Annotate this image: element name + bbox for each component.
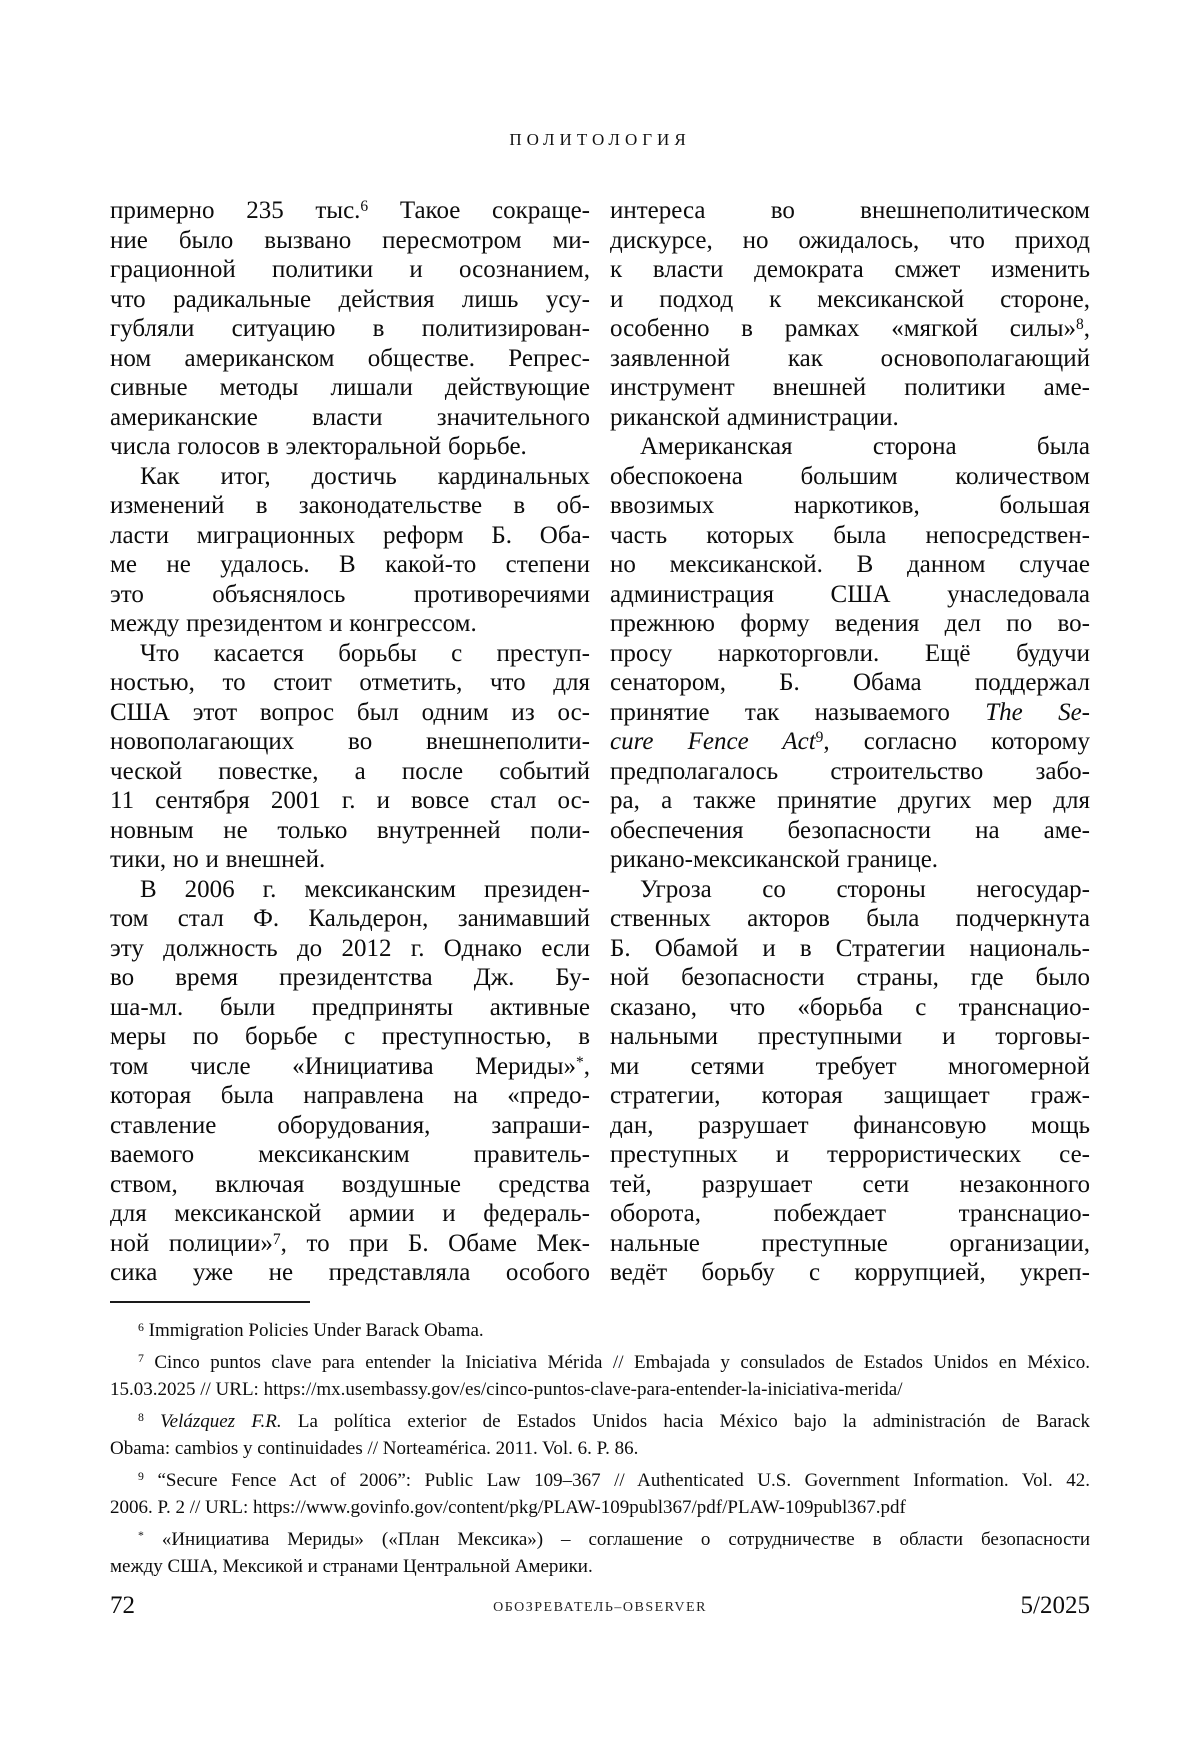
text-line: cure Fence Act$^9$, согласно которому	[610, 728, 1090, 755]
text-line: прежнюю форму ведения дел по во-	[610, 610, 1090, 637]
footnote-marker: 9	[138, 1470, 144, 1484]
text-line: ной полиции»$^7$, то при Б. Обаме Мек-	[110, 1229, 590, 1257]
text-line: США этот вопрос был одним из ос-	[110, 698, 590, 726]
text-line: Американская сторона была	[640, 433, 1090, 460]
text-line: часть которых была непосредствен-	[610, 521, 1090, 549]
text-line: ша-мл. были предприняты активные	[110, 993, 590, 1021]
text-line: риканской администрации.	[610, 403, 899, 431]
text-line: ме не удалось. В какой-то степени	[110, 551, 590, 578]
text-line: предполагалось строительство забо-	[610, 757, 1090, 785]
text-line: $^6$ Immigration Policies Under Barack Obama.	[138, 1320, 484, 1341]
text-line: тики, но и внешней.	[110, 846, 326, 873]
text-line: инструмент внешней политики аме-	[610, 374, 1090, 401]
paragraph	[110, 639, 590, 875]
text-line: ственных акторов была подчеркнута	[610, 905, 1090, 932]
text-segment: cure Fence Act	[610, 728, 816, 755]
text-line: 15.03.2025 // URL: https://mx.usembassy.gov/es/cinco-puntos-clave-para-entender-la-iniciativa-merida/	[110, 1379, 903, 1400]
footnote-marker: *	[138, 1529, 144, 1543]
right-column	[610, 196, 1090, 1288]
text-line: Б. Обамой и в Стратегии националь-	[610, 934, 1090, 962]
text-line: ние было вызвано пересмотром ми-	[110, 226, 590, 254]
text-line: сказано, что «борьба с транснацио-	[610, 993, 1090, 1021]
text-line: ставление оборудования, запраши-	[110, 1111, 590, 1139]
paragraph	[610, 432, 1090, 875]
text-line: ра, а также принятие других мер для	[610, 787, 1090, 814]
text-line: что радикальные действия лишь усу-	[110, 285, 590, 313]
text-line: Угроза со стороны негосудар-	[640, 875, 1090, 903]
body-columns	[110, 196, 1090, 1288]
text-line: новополагающих во внешнеполити-	[110, 728, 590, 755]
text-line: $^9$ “Secure Fence Act of 2006”: Public Law 109–367 // Authenticated U.S. Government Information. Vol. 42.	[138, 1469, 1090, 1491]
footnote	[110, 1317, 1090, 1345]
text-line: ввозимых наркотиков, большая	[610, 492, 1090, 519]
text-line: американские власти значительного	[110, 403, 590, 431]
text-line: губляли ситуацию в политизирован-	[110, 315, 590, 342]
text-line: особенно в рамках «мягкой силы»$^8$,	[610, 315, 1090, 342]
text-line: В 2006 г. мексиканским президен-	[140, 875, 590, 903]
paragraph	[610, 875, 1090, 1288]
text-line: $^7$ Cinco puntos clave para entender la Iniciativa Mérida // Embajada y consulados de Estados Unidos en México.	[138, 1351, 1090, 1373]
text-line: заявленной как основополагающий	[610, 344, 1090, 372]
text-line: администрация США унаследовала	[610, 580, 1090, 608]
footnote-marker: 8	[138, 1411, 144, 1425]
text-line: нальными преступными и торговы-	[610, 1023, 1090, 1050]
footnote	[110, 1349, 1090, 1404]
text-line: обеспечения безопасности на аме-	[610, 816, 1090, 844]
footnote	[110, 1526, 1090, 1581]
footnote-marker: 9	[815, 729, 824, 747]
running-head: ПОЛИТОЛОГИЯ	[509, 130, 691, 149]
page-footer	[110, 1592, 1090, 1624]
footnotes-section	[110, 1313, 1090, 1581]
text-line: ваемого мексиканским правитель-	[110, 1141, 590, 1168]
text-segment: The Se-	[985, 698, 1090, 726]
footnote-marker: 6	[360, 198, 369, 216]
text-line: ведёт борьбу с коррупцией, укреп-	[610, 1259, 1090, 1286]
text-line: преступных и террористических се-	[610, 1141, 1090, 1168]
text-line: ном американском обществе. Репрес-	[110, 344, 590, 372]
text-line: * «Инициатива Мериды» («План Мексика») – соглашение о сотрудничестве в области безопасности	[138, 1528, 1090, 1550]
left-column	[110, 196, 590, 1288]
footnote-marker: 7	[272, 1230, 281, 1248]
text-line: и подход к мексиканской стороне,	[610, 285, 1090, 313]
text-line: дискурсе, но ожидалось, что приход	[610, 226, 1090, 254]
footnote-separator	[110, 1301, 310, 1303]
text-line: сенатором, Б. Обама поддержал	[610, 669, 1090, 696]
paragraph	[110, 462, 590, 639]
text-line: дан, разрушает финансовую мощь	[610, 1111, 1090, 1139]
text-line: между президентом и конгрессом.	[110, 610, 477, 637]
text-line: ством, включая воздушные средства	[110, 1170, 590, 1198]
text-line: том стал Ф. Кальдерон, занимавший	[110, 905, 590, 932]
text-line: 11 сентября 2001 г. и вовсе стал ос-	[110, 787, 590, 814]
text-line: числа голосов в электоральной борьбе.	[110, 433, 527, 460]
text-line: принятие так называемого The Se-	[610, 698, 1090, 726]
text-line: меры по борьбе с преступностью, в	[110, 1023, 590, 1050]
text-line: обеспокоена большим количеством	[610, 462, 1090, 490]
text-line: Что касается борьбы с преступ-	[140, 639, 590, 667]
footnote-marker: 7	[138, 1352, 144, 1366]
text-line: просу наркоторговли. Ещё будучи	[610, 639, 1090, 667]
text-line: ческой повестке, а после событий	[110, 757, 590, 785]
text-line: но мексиканской. В данном случае	[610, 551, 1090, 578]
text-line: Как итог, достичь кардинальных	[140, 462, 590, 490]
text-line: сика уже не представляла особого	[110, 1259, 590, 1286]
text-line: грационной политики и осознанием,	[110, 256, 590, 283]
text-line: интереса во внешнеполитическом	[610, 197, 1090, 224]
text-line: для мексиканской армии и федераль-	[110, 1200, 590, 1227]
footnote	[110, 1408, 1090, 1463]
footnote-marker: *	[576, 1053, 584, 1071]
paragraph	[110, 196, 590, 462]
page-number: 72	[110, 1592, 135, 1619]
paragraph	[110, 875, 590, 1288]
text-line: изменений в законодательстве в об-	[110, 492, 590, 519]
text-segment: Velázquez F.R.	[160, 1410, 282, 1432]
text-line: стратегии, которая защищает граж-	[610, 1082, 1090, 1109]
text-line: тей, разрушает сети незаконного	[610, 1170, 1090, 1198]
text-line: эту должность до 2012 г. Однако если	[110, 934, 590, 962]
text-line: во время президентства Дж. Бу-	[110, 964, 590, 991]
text-line: сивные методы лишали действующие	[110, 374, 590, 401]
text-line: ностью, то стоит отметить, что для	[110, 669, 590, 696]
text-line: нальные преступные организации,	[610, 1229, 1090, 1257]
text-line: ласти миграционных реформ Б. Оба-	[110, 521, 590, 549]
text-line: к власти демократа смжет изменить	[610, 256, 1090, 283]
text-line: рикано-мексиканской границе.	[610, 846, 939, 873]
footnote	[110, 1467, 1090, 1522]
text-line: между США, Мексикой и странами Центральной Америки.	[110, 1556, 593, 1577]
footnote-marker: 6	[138, 1320, 144, 1334]
text-line: оборота, побеждает транснацио-	[610, 1200, 1090, 1227]
text-line: это объяснялось противоречиями	[110, 580, 590, 608]
journal-name: ОБОЗРЕВАТЕЛЬ–OBSERVER	[493, 1600, 707, 1615]
text-line: примерно 235 тыс.$^6$ Такое сокраще-	[110, 197, 590, 224]
text-line: ной безопасности страны, где было	[610, 964, 1090, 991]
text-line: Obama: cambios y continuidades // Norteamérica. 2011. Vol. 6. P. 86.	[110, 1438, 639, 1459]
text-line: 2006. P. 2 // URL: https://www.govinfo.gov/content/pkg/PLAW-109publ367/pdf/PLAW-109publ367.pdf	[110, 1497, 906, 1518]
issue-number: 5/2025	[1020, 1592, 1090, 1619]
footnote-marker: 8	[1076, 316, 1084, 334]
text-line: $^8$ Velázquez F.R. La política exterior de Estados Unidos hacia México bajo la administración de Barack	[138, 1410, 1090, 1432]
paragraph	[610, 196, 1090, 432]
text-line: новным не только внутренней поли-	[110, 816, 590, 844]
text-line: том числе «Инициатива Мериды»*,	[110, 1052, 590, 1080]
text-line: которая была направлена на «предо-	[110, 1082, 590, 1109]
text-line: ми сетями требует многомерной	[610, 1052, 1090, 1080]
